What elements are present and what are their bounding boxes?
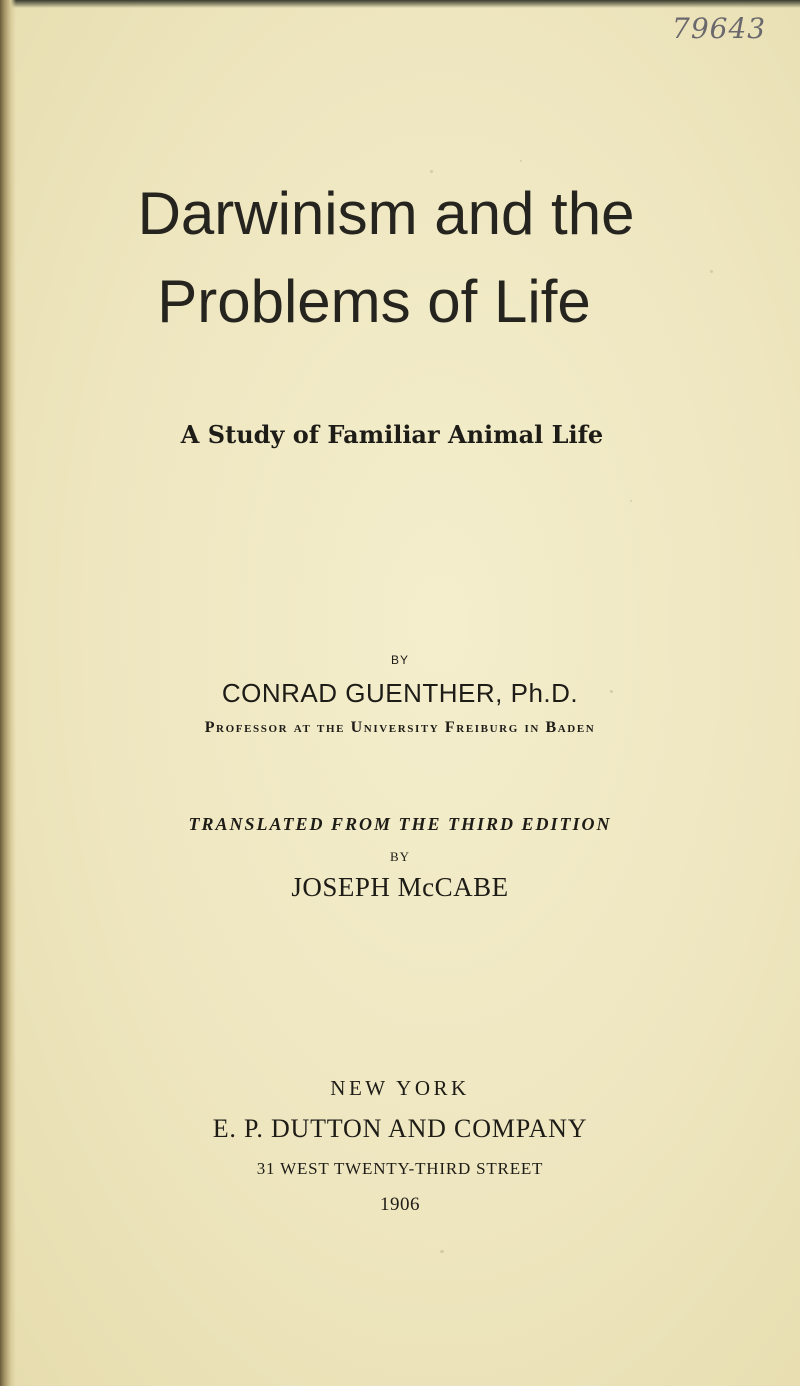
author-name: CONRAD GUENTHER, Ph.D. [221,678,579,708]
author-affiliation: Professor at the University Freiburg in Baden [204,719,596,736]
paper-speck [440,1250,444,1253]
publisher-address: 31 WEST TWENTY-THIRD STREET [256,1159,544,1178]
publisher-name: E. P. DUTTON AND COMPANY [212,1114,588,1143]
top-edge-shadow [0,0,800,8]
by-label-author: BY [390,653,409,667]
paper-speck [630,500,632,502]
publication-year: 1906 [380,1194,420,1215]
translation-note: TRANSLATED FROM THE THIRD EDITION [188,814,612,834]
subtitle: A Study of Familiar Animal Life [180,420,604,449]
handwritten-mark: 79643 [672,12,767,45]
paper-speck [710,270,713,273]
paper-speck [430,170,433,173]
paper-speck [520,160,522,162]
publisher-city: NEW YORK [330,1076,470,1100]
title-line-1: Darwinism and the [137,180,635,247]
title-line-2: Problems of Life [157,268,591,335]
translator-name: JOSEPH McCABE [291,872,509,902]
by-label-translator: BY [389,849,411,864]
paper-speck [610,690,613,693]
